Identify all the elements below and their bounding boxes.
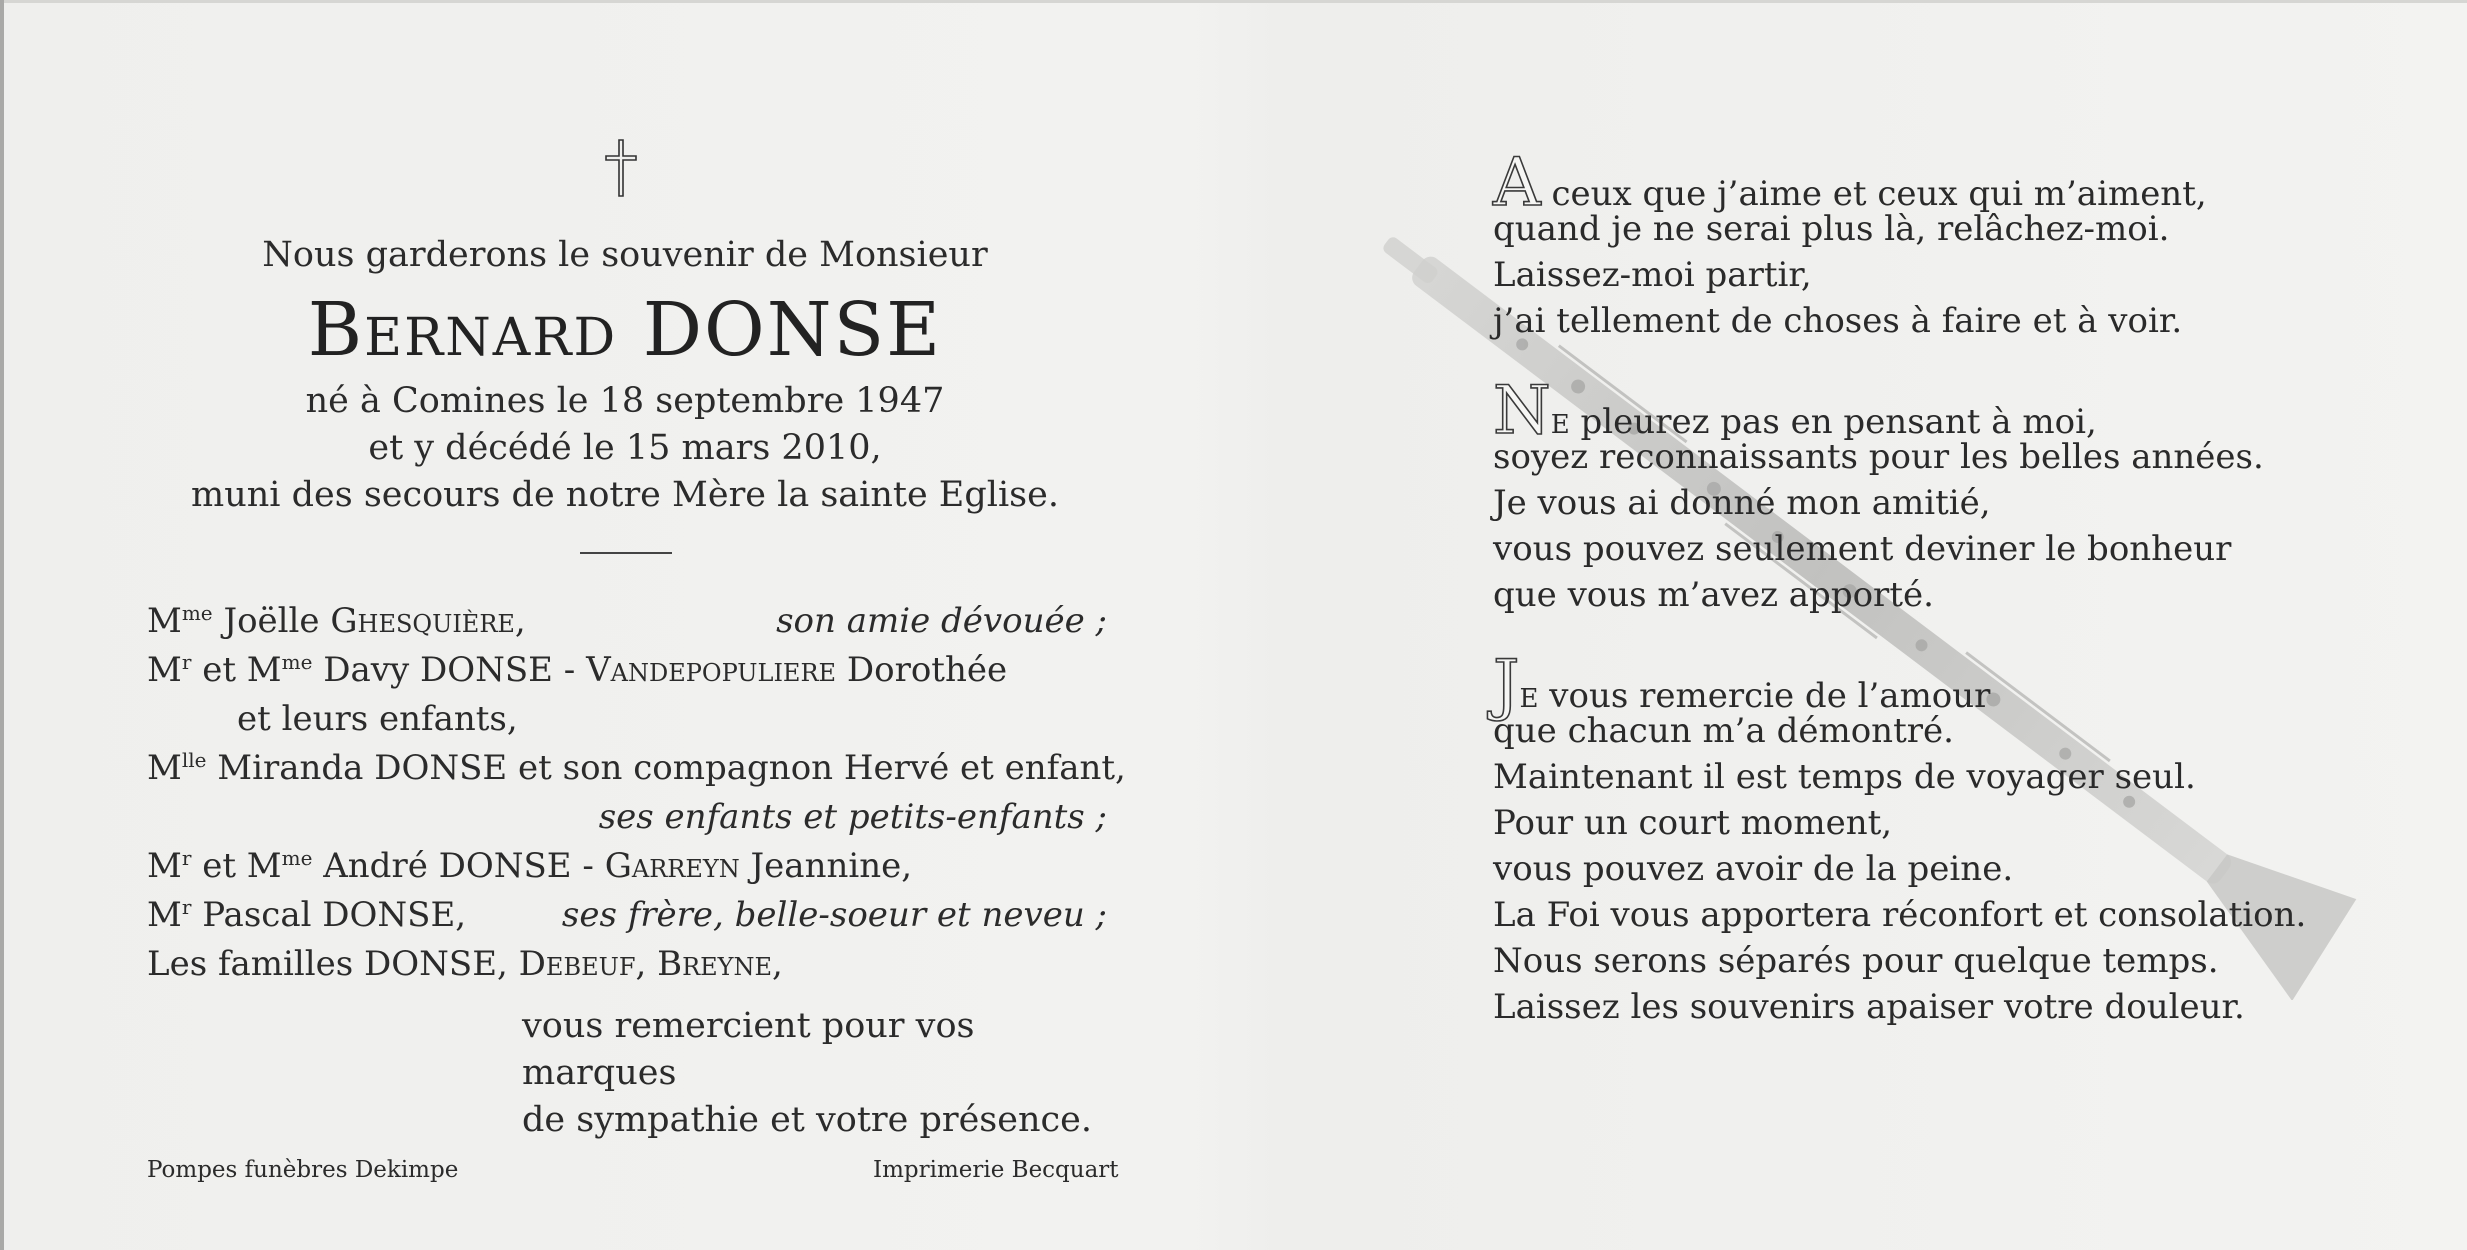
title-prefix: r bbox=[181, 650, 192, 674]
family-text: et leurs enfants, bbox=[237, 699, 518, 739]
family-list bbox=[147, 597, 1126, 989]
title-connector: et M bbox=[191, 846, 282, 886]
funeral-home: Pompes funèbres Dekimpe bbox=[147, 1157, 459, 1183]
family-row bbox=[147, 695, 1107, 744]
poem-line: Pour un court moment, bbox=[1493, 803, 1893, 843]
poem-stanza bbox=[1493, 646, 2453, 1030]
family-role: son amie dévouée ; bbox=[776, 601, 1107, 641]
family-name: Pascal DONSE, bbox=[202, 895, 467, 935]
poem-line: vous pouvez seulement deviner le bonheur bbox=[1493, 529, 2232, 569]
poem-line: Je vous ai donné mon amitié, bbox=[1493, 483, 1991, 523]
family-row: $M^{me}$ Joëlle Ghesquière, son amie dévouée ; bbox=[147, 597, 1107, 646]
family-surname: Garreyn bbox=[604, 846, 740, 886]
title-prefix: me bbox=[181, 601, 213, 625]
poem-line: La Foi vous apportera réconfort et consolation. bbox=[1493, 895, 2307, 935]
thanks-line: de sympathie et votre présence. bbox=[522, 1100, 1092, 1140]
drop-cap: N bbox=[1493, 372, 1551, 449]
family-name: Davy DONSE - bbox=[323, 650, 587, 690]
poem-line: que vous m’avez apporté. bbox=[1493, 575, 1934, 615]
family-name: Joëlle bbox=[223, 601, 331, 641]
dates-block bbox=[140, 378, 1110, 519]
family-surname: Ghesquière, bbox=[330, 601, 526, 641]
family-row: $M^r$ Pascal DONSE, ses frère, belle-soeur et neveu ; bbox=[147, 891, 1107, 940]
title-prefix: me bbox=[281, 650, 313, 674]
title-prefix: r bbox=[181, 846, 192, 870]
birth-line: né à Comines le 18 septembre 1947 bbox=[305, 381, 945, 421]
drop-cap: J bbox=[1493, 646, 1520, 723]
right-page bbox=[1233, 0, 2467, 1250]
family-name-tail: Jeannine, bbox=[739, 846, 913, 886]
family-row bbox=[147, 793, 1107, 842]
poem-line: que chacun m’a démontré. bbox=[1493, 711, 1954, 751]
deceased-name bbox=[140, 285, 1110, 375]
poem-line: soyez reconnaissants pour les belles années. bbox=[1493, 437, 2264, 477]
cross-icon bbox=[604, 138, 638, 198]
poem-line: Laissez-moi partir, bbox=[1493, 255, 1812, 295]
intro-text: Nous garderons le souvenir de Monsieur bbox=[262, 235, 988, 275]
poem-line bbox=[1493, 646, 2453, 723]
poem-text: pleurez pas en pensant à moi, bbox=[1569, 402, 2097, 442]
death-line: et y décédé le 15 mars 2010, bbox=[368, 428, 882, 468]
family-role: ses frère, belle-soeur et neveu ; bbox=[561, 895, 1107, 935]
family-row: $M^r$ et $M^{me}$ Davy DONSE - Vandepopuliere Dorothée bbox=[147, 650, 1008, 690]
poem-line: vous pouvez avoir de la peine. bbox=[1493, 849, 2014, 889]
family-surname: Debeuf, Breyne, bbox=[518, 944, 783, 984]
title-prefix: r bbox=[181, 895, 192, 919]
sacraments-line: muni des secours de notre Mère la sainte Eglise. bbox=[191, 475, 1059, 515]
family-text: Les familles DONSE, bbox=[147, 944, 519, 984]
first-name: Bernard bbox=[307, 287, 618, 373]
poem-text: ceux que j’aime et ceux qui m’aiment, bbox=[1540, 174, 2207, 214]
family-row bbox=[147, 940, 1107, 989]
family-row: $M^r$ et $M^{me}$ André DONSE - Garreyn Jeannine, bbox=[147, 846, 913, 886]
thanks-line: vous remercient pour vos marques bbox=[522, 1006, 975, 1093]
poem-line: Laissez les souvenirs apaiser votre douleur. bbox=[1493, 987, 2245, 1027]
poem-line: Nous serons séparés pour quelque temps. bbox=[1493, 941, 2219, 981]
poem-text: vous remercie de l’amour bbox=[1538, 676, 1991, 716]
title-prefix: me bbox=[281, 846, 313, 870]
poem-line bbox=[1493, 144, 2453, 221]
poem-line: Maintenant il est temps de voyager seul. bbox=[1493, 757, 2196, 797]
family-role: ses enfants et petits-enfants ; bbox=[598, 797, 1107, 837]
poem-stanza bbox=[1493, 372, 2453, 618]
small-cap: E bbox=[1550, 410, 1570, 440]
printer-name: Imprimerie Becquart bbox=[873, 1157, 1119, 1183]
title-prefix: lle bbox=[181, 748, 207, 772]
family-text: Miranda DONSE et son compagnon Hervé et enfant, bbox=[217, 748, 1126, 788]
family-name-tail: Dorothée bbox=[836, 650, 1008, 690]
family-surname: Vandepopuliere bbox=[586, 650, 837, 690]
poem bbox=[1493, 144, 2453, 1074]
drop-cap: A bbox=[1493, 144, 1541, 221]
thanks-text bbox=[522, 1003, 1122, 1144]
family-name: André DONSE - bbox=[323, 846, 605, 886]
small-cap: E bbox=[1519, 684, 1539, 714]
title-connector: et M bbox=[191, 650, 282, 690]
poem-line: j’ai tellement de choses à faire et à voir. bbox=[1493, 301, 2183, 341]
poem-line: quand je ne serai plus là, relâchez-moi. bbox=[1493, 209, 2170, 249]
last-name: DONSE bbox=[642, 287, 943, 373]
poem-line bbox=[1493, 372, 2453, 449]
poem-stanza bbox=[1493, 144, 2453, 344]
left-page bbox=[0, 0, 1233, 1250]
family-row: $M^{lle}$ Miranda DONSE et son compagnon Hervé et enfant, bbox=[147, 748, 1126, 788]
divider bbox=[580, 552, 672, 554]
